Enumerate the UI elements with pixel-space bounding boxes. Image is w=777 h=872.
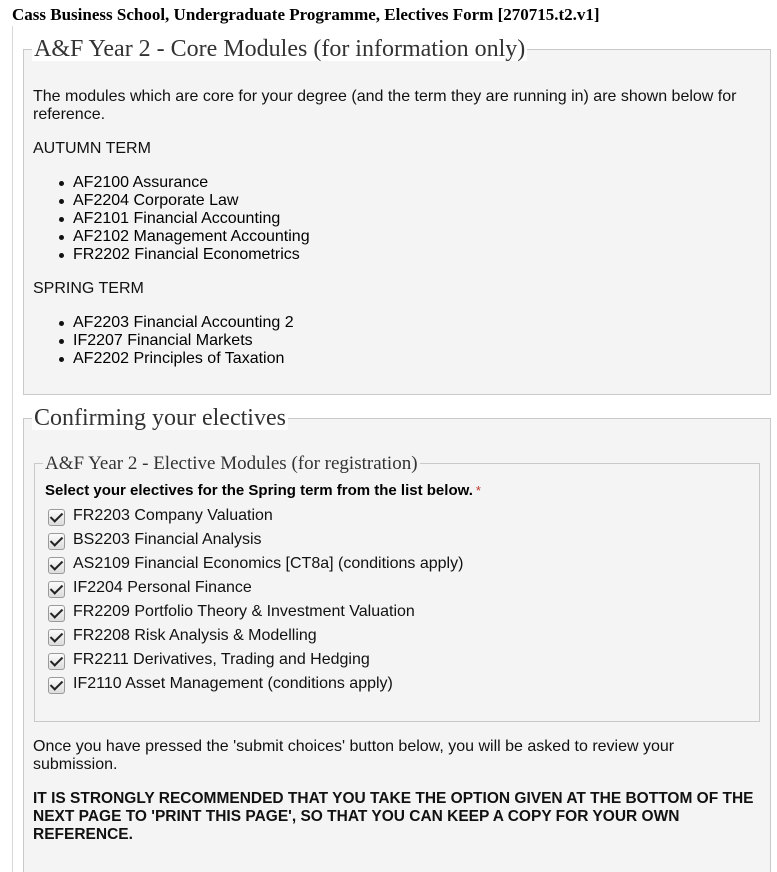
core-modules-legend: A&F Year 2 - Core Modules (for information only) [34,36,526,62]
list-item: AF2101 Financial Accounting [54,210,310,228]
list-item: AF2100 Assurance [54,174,310,192]
elective-option-fr2211[interactable] [48,648,463,672]
elective-checkbox-list [48,504,463,696]
electives-question [45,482,481,500]
elective-checkbox[interactable] [48,653,65,670]
elective-option-label[interactable]: AS2109 Financial Economics [CT8a] (conditions apply) [73,555,464,572]
list-item: FR2202 Financial Econometrics [54,246,310,264]
list-item: AF2102 Management Accounting [54,228,310,246]
confirm-electives-legend: Confirming your electives [34,405,286,431]
page-title: Cass Business School, Undergraduate Programme, Electives Form [270715.t2.v1] [12,5,600,24]
elective-checkbox[interactable] [48,581,65,598]
elective-option-label[interactable]: FR2208 Risk Analysis & Modelling [73,627,317,644]
elective-checkbox[interactable] [48,509,65,526]
list-item: AF2204 Corporate Law [54,192,310,210]
elective-option-as2109[interactable] [48,552,463,576]
print-warning-text: IT IS STRONGLY RECOMMENDED THAT YOU TAKE THE OPTION GIVEN AT THE BOTTOM OF THE NEXT PAGE TO 'PRINT THIS PAGE', SO THAT YOU CAN KEEP A COPY FOR YOUR OWN REFERENCE. [33,790,754,843]
required-marker: * [475,483,481,498]
autumn-term-heading: AUTUMN TERM [33,140,151,157]
list-item: AF2203 Financial Accounting 2 [54,314,294,332]
spring-term-heading: SPRING TERM [33,280,144,297]
list-item: AF2202 Principles of Taxation [54,350,294,368]
submit-notice-text: Once you have pressed the 'submit choices' button below, you will be asked to review your submission. [33,738,675,773]
elective-modules-legend: A&F Year 2 - Elective Modules (for registration) [45,453,418,474]
elective-option-label[interactable]: FR2209 Portfolio Theory & Investment Valuation [73,603,415,620]
spring-module-list [54,314,294,368]
elective-option-label[interactable]: IF2110 Asset Management (conditions apply) [73,675,393,692]
elective-option-label[interactable]: FR2211 Derivatives, Trading and Hedging [73,651,370,668]
elective-option-fr2203[interactable] [48,504,463,528]
list-item: IF2207 Financial Markets [54,332,294,350]
autumn-module-list [54,174,310,264]
left-divider [12,26,13,872]
elective-option-if2110[interactable] [48,672,463,696]
electives-question-text: Select your electives for the Spring term from the list below. [45,482,473,499]
core-intro-text: The modules which are core for your degree (and the term they are running in) are shown below for reference. [33,88,737,123]
elective-option-if2204[interactable] [48,576,463,600]
elective-option-label[interactable]: BS2203 Financial Analysis [73,531,262,548]
elective-checkbox[interactable] [48,629,65,646]
elective-checkbox[interactable] [48,557,65,574]
elective-option-label[interactable]: FR2203 Company Valuation [73,507,273,524]
elective-checkbox[interactable] [48,605,65,622]
elective-option-fr2208[interactable] [48,624,463,648]
elective-checkbox[interactable] [48,677,65,694]
elective-option-bs2203[interactable] [48,528,463,552]
elective-option-label[interactable]: IF2204 Personal Finance [73,579,252,596]
elective-option-fr2209[interactable] [48,600,463,624]
elective-checkbox[interactable] [48,533,65,550]
